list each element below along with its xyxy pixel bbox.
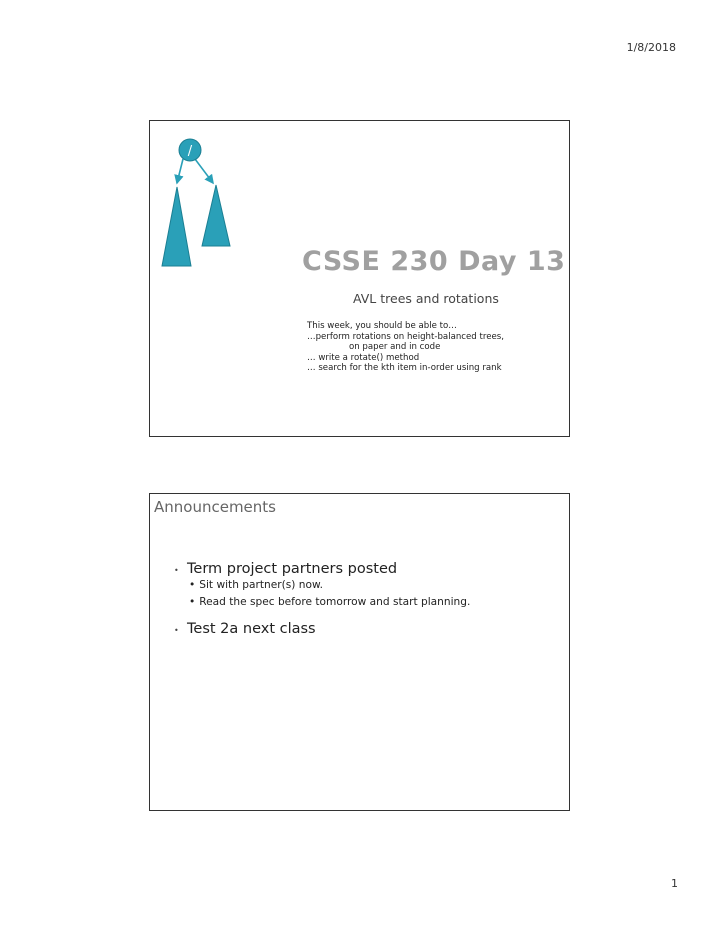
- title-slide: [149, 120, 570, 437]
- sub-bullet-icon: •: [189, 579, 196, 591]
- bullet-icon: •: [174, 566, 179, 575]
- page-date: 1/8/2018: [626, 41, 676, 54]
- rotation-tree-icon: [150, 121, 260, 281]
- sub-bullet-text: Sit with partner(s) now.: [199, 579, 324, 591]
- left-edge: [177, 159, 183, 183]
- right-subtree: [202, 185, 230, 246]
- objective-line: on paper and in code: [349, 342, 441, 353]
- sub-bullet-text: Read the spec before tomorrow and start planning.: [199, 596, 471, 608]
- root-node-label: /: [187, 144, 193, 159]
- bullet-icon: •: [174, 626, 179, 635]
- slide-title: CSSE 230 Day 13: [302, 246, 566, 277]
- objective-line: … search for the kth item in-order using rank: [307, 363, 502, 374]
- sub-bullet-icon: •: [189, 596, 196, 608]
- objective-line: This week, you should be able to…: [307, 321, 457, 331]
- learning-objectives: [307, 321, 504, 374]
- sub-bullet-item: [174, 594, 470, 611]
- bullet-text: Test 2a next class: [187, 621, 316, 637]
- bullet-item: [174, 621, 470, 637]
- right-edge: [195, 159, 213, 183]
- bullet-text: Term project partners posted: [187, 561, 398, 577]
- left-subtree: [162, 187, 191, 266]
- slide-heading: Announcements: [154, 498, 276, 516]
- objective-line: … write a rotate() method: [307, 352, 420, 363]
- sub-bullet-item: [174, 577, 470, 594]
- page-number: 1: [671, 877, 678, 890]
- slide-subtitle: AVL trees and rotations: [353, 291, 499, 306]
- bullet-item: [174, 561, 470, 577]
- objective-line: …perform rotations on height-balanced trees,: [307, 331, 504, 342]
- announcements-slide: [149, 493, 570, 811]
- bullet-list: [174, 561, 470, 637]
